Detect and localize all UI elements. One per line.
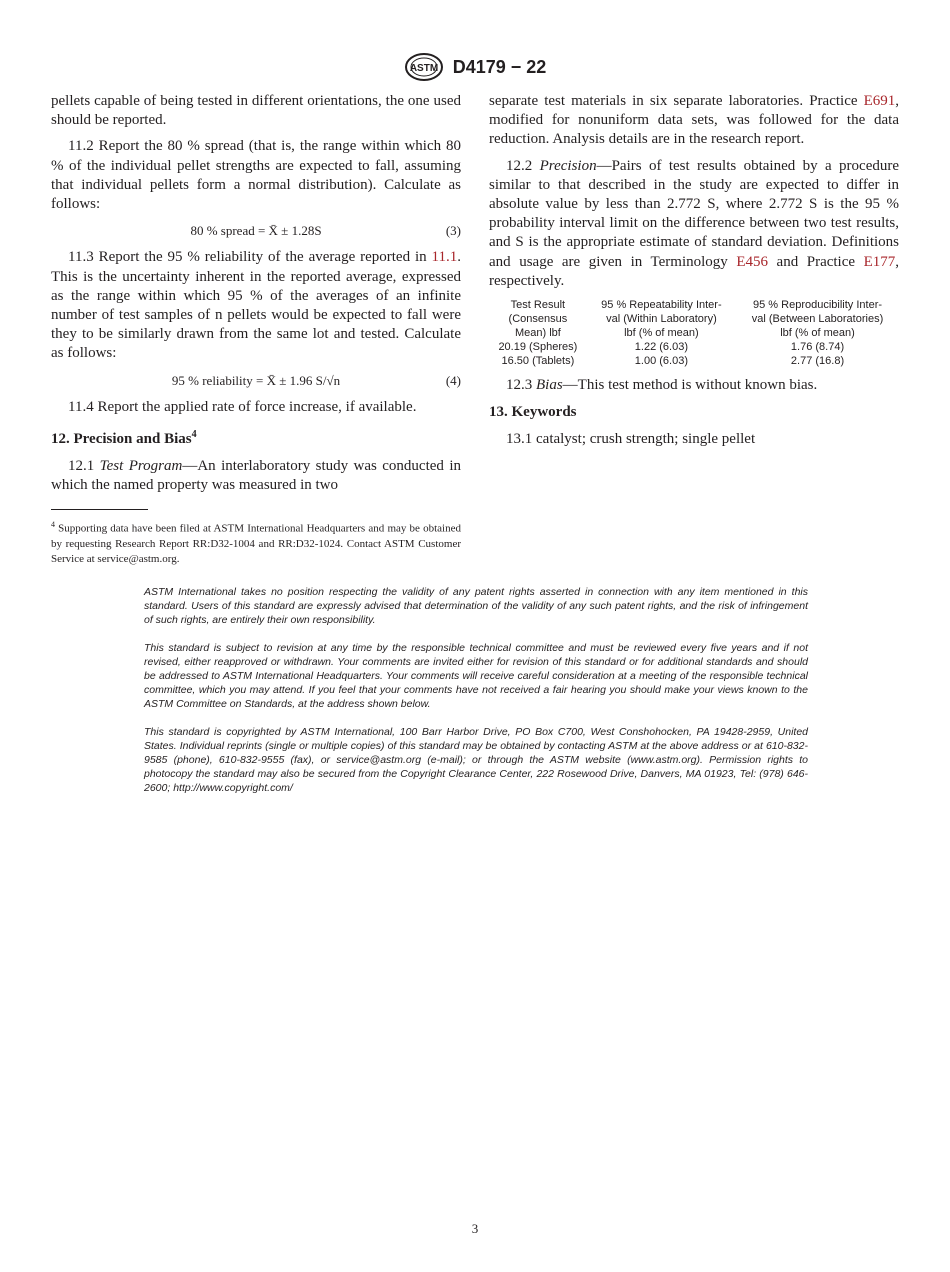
right-column xyxy=(489,92,899,457)
table-row xyxy=(489,354,899,368)
standard-link-e691[interactable]: E691 xyxy=(863,93,896,109)
equation-3-body: 80 % spread = X̄ ± 1.28S xyxy=(190,223,322,239)
equation-4-number: (4) xyxy=(445,372,461,388)
equation-3-number: (3) xyxy=(445,223,461,239)
paragraph-11-3: 11.3 Report the 95 % reliability of the average reported in 11.1. This is the uncertainty inherent in the reported average, expressed as the range within which 95 % of the averages of an infinite number of test samples of n pellets would be expected to fall were they to be similarly drawn from the same lot and tested. Calculate as follows: xyxy=(51,249,461,362)
paragraph-11-4: 11.4 Report the applied rate of force increase, if available. xyxy=(68,398,417,415)
page-header xyxy=(0,52,950,82)
table-cell: 20.19 (Spheres) xyxy=(498,341,578,354)
revision-notice: This standard is subject to revision at any time by the responsible technical committee and must be reviewed every five years and if not revised, either reapproved or withdrawn. Your comments are invited either for revision of this standard or for additional standards and should be addressed to ASTM International Headquarters. Your comments will receive careful consideration at a meeting of the responsible technical committee, which you may attend. If you feel that your comments have not received a fair hearing you should make your views known to the ASTM Committee on Standards, at the address shown below. xyxy=(144,642,808,710)
table-header-row xyxy=(489,298,899,340)
paragraph-continuation: pellets capable of being tested in different orientations, the one used should be reported. xyxy=(51,93,461,129)
paragraph-12-3: 12.3 Bias—This test method is without known bias. xyxy=(506,377,818,394)
equation-4 xyxy=(51,371,461,390)
table-cell: 1.76 (8.74) xyxy=(790,341,845,354)
section-heading-12: 12. Precision and Bias$^4$ xyxy=(51,429,197,448)
table-header-cell: 95 % Reproducibility Inter- val (Between Laboratories) lbf (% of mean) xyxy=(751,299,884,340)
footnote-divider xyxy=(51,509,148,510)
precision-table xyxy=(489,298,899,368)
paragraph-13-1: 13.1 catalyst; crush strength; single pellet xyxy=(506,431,756,448)
footnote: $^4$ Supporting data have been filed at ASTM International Headquarters and may be obtained by requesting Research Report RR:D32-1004 and RR:D32-1024. Contact ASTM Customer Service at service@astm.org. xyxy=(51,520,461,565)
paragraph-11-2: 11.2 Report the 80 % spread (that is, the range within which 80 % of the individual pellet strengths are expected to fall, assuming that individual pellets form a normal distribution). Calculate as follows: xyxy=(51,138,461,213)
equation-4-body: 95 % reliability = X̄ ± 1.96 S/√n xyxy=(171,372,341,388)
paragraph-12-1-continued: separate test materials in six separate laboratories. Practice E691, modified for nonuniform data sets, was followed for the data reduction. Analysis details are in the research report. xyxy=(489,93,899,148)
page-number: 3 xyxy=(471,1221,479,1236)
table-cell: 16.50 (Tablets) xyxy=(501,355,575,368)
table-row xyxy=(489,340,899,354)
footnote-marker: 4 xyxy=(191,429,197,441)
copyright-notice: This standard is copyrighted by ASTM International, 100 Barr Harbor Drive, PO Box C700, West Conshohocken, PA 19428-2959, United States. Individual reprints (single or multiple copies) of this standard may be obtained by contacting ASTM at the above address or at 610-832-9585 (phone), 610-832-9555 (fax), or service@astm.org (e-mail); or through the ASTM website (www.astm.org). Permission rights to photocopy the standard may also be secured from the Copyright Clearance Center, 222 Rosewood Drive, Danvers, MA 01923, Tel: (978) 646-2600; http://www.copyright.com/ xyxy=(144,726,808,794)
patent-notice: ASTM International takes no position respecting the validity of any patent rights asserted in connection with any item mentioned in this standard. Users of this standard are expressly advised that determination of the validity of any such patent rights, and the risk of infringement of such rights, are entirely their own responsibility. xyxy=(144,586,808,626)
table-cell: 2.77 (16.8) xyxy=(790,355,845,368)
table-header-cell: Test Result (Consensus Mean) lbf xyxy=(508,299,568,340)
document-number: D4179 − 22 xyxy=(452,56,547,77)
standard-link-e177[interactable]: E177 xyxy=(863,253,896,270)
astm-notices xyxy=(144,585,808,809)
astm-logo-icon xyxy=(404,52,444,82)
standard-link-e456[interactable]: E456 xyxy=(736,253,768,270)
equation-3 xyxy=(51,221,461,240)
left-column xyxy=(51,92,461,503)
table-cell: 1.22 (6.03) xyxy=(634,341,688,354)
table-header-cell: 95 % Repeatability Inter- val (Within Laboratory) lbf (% of mean) xyxy=(601,299,722,340)
svg-text:ASTM: ASTM xyxy=(409,63,438,74)
paragraph-12-1: 12.1 Test Program—An interlaboratory study was conducted in which the named property was measured in two xyxy=(51,458,461,494)
paragraph-12-2: 12.2 Precision—Pairs of test results obtained by a procedure similar to that described in the study are expected to differ in absolute value by less than 2.772 S, where 2.772 S is the 95 % probability interval limit on the difference between two test results, and S is the appropriate estimate of standard deviation. Definitions and usage are given in Terminology E456 and Practice E177, respectively. xyxy=(489,157,900,289)
section-heading-13: 13. Keywords xyxy=(489,404,577,421)
table-cell: 1.00 (6.03) xyxy=(634,355,688,368)
section-link-11-1[interactable]: 11.1 xyxy=(431,249,458,266)
